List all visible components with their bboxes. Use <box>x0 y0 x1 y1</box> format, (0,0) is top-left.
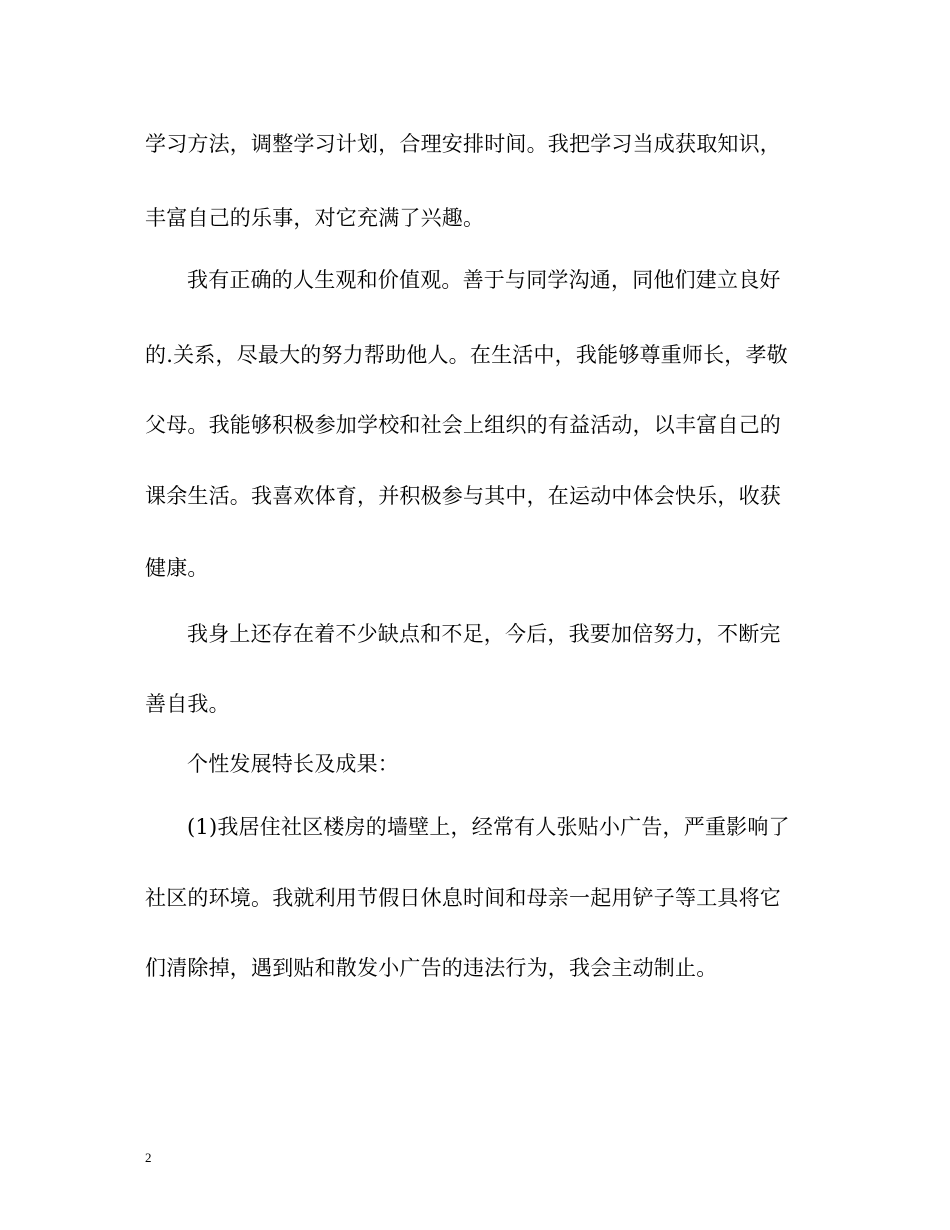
text-line: 父母。我能够积极参加学校和社会上组织的有益活动，以丰富自己的 <box>145 413 781 437</box>
text-line: 社区的环境。我就利用节假日休息时间和母亲一起用铲子等工具将它 <box>145 886 781 910</box>
text-line: 健康。 <box>145 556 209 580</box>
page-number: 2 <box>145 1150 152 1165</box>
text-line: 的.关系，尽最大的努力帮助他人。在生活中，我能够尊重师长，孝敬 <box>145 343 788 367</box>
text-line: 们清除掉，遇到贴和散发小广告的违法行为，我会主动制止。 <box>145 956 718 980</box>
text-line: 课余生活。我喜欢体育，并积极参与其中，在运动中体会快乐，收获 <box>145 484 781 508</box>
text-line: 学习方法，调整学习计划，合理安排时间。我把学习当成获取知识， <box>145 132 781 156</box>
text-line: 善自我。 <box>145 692 230 716</box>
paragraph-start-line: (1)我居住社区楼房的墙壁上，经常有人张贴小广告，严重影响了 <box>187 815 790 839</box>
text-line: 丰富自己的乐事，对它充满了兴趣。 <box>145 206 485 230</box>
paragraph-start-line: 我有正确的人生观和价值观。善于与同学沟通，同他们建立良好 <box>187 268 781 292</box>
paragraph-start-line: 我身上还存在着不少缺点和不足，今后，我要加倍努力，不断完 <box>187 622 781 646</box>
section-heading: 个性发展特长及成果： <box>187 752 399 776</box>
